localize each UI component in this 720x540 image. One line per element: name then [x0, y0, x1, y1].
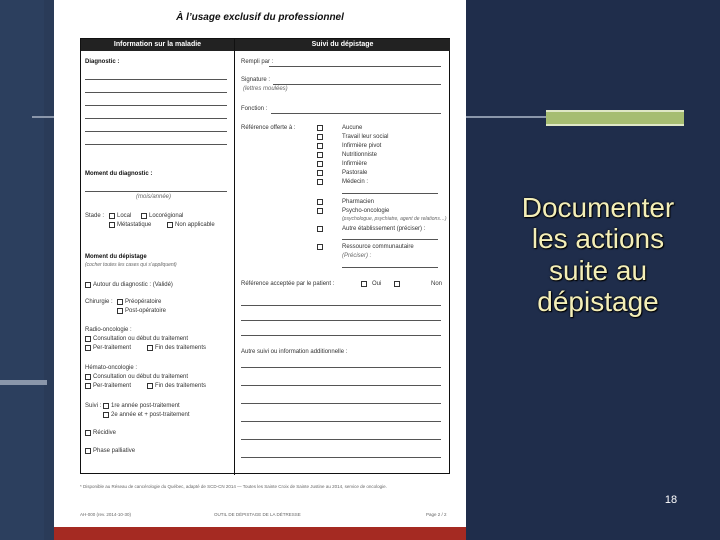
ressource-line	[342, 267, 438, 268]
autre-suivi-line	[241, 457, 441, 458]
hemato-option: Fin des traitements	[155, 383, 207, 389]
remis-par-line	[269, 66, 441, 67]
diagnostic-line	[85, 118, 227, 119]
caption-line: suite au	[548, 254, 648, 286]
moment-diagnostic-line	[85, 191, 227, 192]
divider-line-right	[466, 116, 546, 118]
footer-note: * Disponible au Réseau de cancérologie du Québec, adapté de SCD-CN 2014 — Toutes les Sainte Croix de Sainte Justine au 2014, service de oncologie.	[80, 484, 387, 489]
diagnostic-line	[85, 79, 227, 80]
checkbox[interactable]	[141, 213, 147, 219]
checkbox[interactable]	[317, 208, 323, 214]
stade-option: Local	[117, 213, 132, 219]
caption-line: dépistage	[537, 286, 659, 318]
radio-option: Per-traitement	[93, 345, 132, 351]
diagnostic-label: Diagnostic :	[85, 59, 120, 65]
checkbox[interactable]	[317, 199, 323, 205]
stade-option: Non applicable	[175, 222, 215, 228]
checkbox[interactable]	[85, 374, 91, 380]
checkbox[interactable]	[317, 179, 323, 185]
caption-line: Documenter	[521, 192, 675, 223]
oui-option: Oui	[372, 281, 382, 287]
autre-etab-line	[342, 239, 438, 240]
reference-option: Pharmacien	[342, 199, 375, 205]
stade-option: Locorégional	[149, 213, 184, 219]
form-code: AH-000 (rev. 2014-10-30)	[80, 512, 131, 517]
left-accent-line	[0, 380, 47, 385]
psycho-note: (psychologue, psychiatre, agent de relations…)	[342, 216, 447, 222]
form-name: OUTIL DE DÉPISTAGE DE LA DÉTRESSE	[214, 512, 301, 517]
checkbox[interactable]	[85, 383, 91, 389]
radio-oncologie-label: Radio-oncologie :	[85, 327, 132, 333]
autre-suivi-line	[241, 367, 441, 368]
diagnostic-line	[85, 105, 227, 106]
left-column-header: Information sur la maladie	[81, 39, 234, 51]
reference-line	[241, 320, 441, 321]
suivi-label: Suivi :	[85, 403, 102, 409]
hemato-option: Consultation ou début du traitement	[93, 374, 189, 380]
reference-option: Pastorale	[342, 170, 368, 176]
reference-option: Travail leur social	[342, 134, 389, 140]
reference-option: Médecin :	[342, 179, 369, 185]
reference-offerte-label: Référence offerte à :	[241, 125, 296, 131]
checkbox[interactable]	[85, 336, 91, 342]
reference-option: Autre établissement (préciser) :	[342, 226, 426, 232]
autre-suivi-line	[241, 385, 441, 386]
recidive-option: Récidive	[93, 430, 117, 436]
left-band	[0, 0, 47, 540]
mois-annee-hint: (mois/année)	[136, 194, 172, 200]
palliative-option: Phase palliative	[93, 448, 136, 454]
lettres-hint: (lettres moulées)	[243, 86, 288, 92]
stade-label: Stade :	[85, 213, 105, 219]
remis-par-label: Rempli par :	[241, 59, 274, 65]
reference-option: Aucune	[342, 125, 363, 131]
checkbox[interactable]	[85, 448, 91, 454]
checkbox[interactable]	[317, 170, 323, 176]
right-column-header: Suivi du dépistage	[235, 39, 450, 51]
autre-suivi-line	[241, 403, 441, 404]
checkbox[interactable]	[147, 345, 153, 351]
checkbox[interactable]	[317, 244, 323, 250]
column-divider	[234, 39, 235, 475]
autre-suivi-line	[241, 421, 441, 422]
checkbox[interactable]	[117, 299, 123, 305]
checkbox[interactable]	[85, 430, 91, 436]
reference-option: Nutritionniste	[342, 152, 378, 158]
caption-line: les actions	[531, 223, 665, 255]
moment-depistage-label: Moment du dépistage	[85, 254, 147, 260]
autre-suivi-label: Autre suivi ou information additionnelle :	[241, 349, 348, 355]
reference-option: Infirmière pivot	[342, 143, 382, 149]
fonction-line	[271, 113, 441, 114]
radio-option: Fin des traitements	[155, 345, 207, 351]
chirurgie-label: Chirurgie :	[85, 299, 113, 305]
checkbox[interactable]	[85, 345, 91, 351]
diagnostic-line	[85, 144, 227, 145]
checkbox[interactable]	[317, 125, 323, 131]
form-page: Page 2 / 2	[426, 512, 447, 517]
reference-option: Infirmière	[342, 161, 368, 167]
non-option: Non	[431, 281, 443, 287]
suivi-option: 1re année post-traitement	[111, 403, 180, 409]
moment-diagnostic-label: Moment du diagnostic :	[85, 171, 153, 177]
checkbox[interactable]	[394, 281, 400, 287]
form-title: À l’usage exclusif du professionnel	[176, 12, 344, 23]
hemato-oncologie-label: Hémato-oncologie :	[85, 365, 138, 371]
reference-line	[241, 335, 441, 336]
diagnostic-line	[85, 131, 227, 132]
reference-line	[241, 305, 441, 306]
reference-option: Psycho-oncologie	[342, 208, 390, 214]
accent-green-bar	[546, 110, 684, 126]
checkbox[interactable]	[109, 213, 115, 219]
slide-caption	[500, 192, 696, 317]
autre-suivi-line	[241, 439, 441, 440]
checkbox[interactable]	[361, 281, 367, 287]
autour-diagnostic-option: Autour du diagnostic : (Validé)	[93, 282, 173, 288]
diagnostic-line	[85, 92, 227, 93]
checkbox[interactable]	[317, 143, 323, 149]
medecin-line	[342, 193, 438, 194]
radio-option: Consultation ou début du traitement	[93, 336, 189, 342]
chirurgie-option: Post-opératoire	[125, 308, 167, 314]
checkbox[interactable]	[317, 226, 323, 232]
form-table	[80, 38, 450, 474]
signature-label: Signature :	[241, 77, 271, 83]
moment-depistage-note: (cocher toutes les cases qui s’appliquent)	[85, 262, 177, 268]
checkbox[interactable]	[317, 161, 323, 167]
checkbox[interactable]	[103, 403, 109, 409]
left-band-edge	[44, 0, 54, 540]
signature-line	[273, 84, 441, 85]
checkbox[interactable]	[109, 222, 115, 228]
checkbox[interactable]	[147, 383, 153, 389]
checkbox[interactable]	[317, 134, 323, 140]
slide-number: 18	[664, 494, 678, 506]
preciser-hint: (Préciser) :	[342, 253, 372, 259]
chirurgie-option: Préopératoire	[125, 299, 162, 305]
fonction-label: Fonction :	[241, 106, 268, 112]
checkbox[interactable]	[317, 152, 323, 158]
checkbox[interactable]	[103, 412, 109, 418]
stade-option: Métastatique	[117, 222, 152, 228]
suivi-option: 2e année et + post-traitement	[111, 412, 190, 418]
reference-acceptee-label: Référence acceptée par le patient :	[241, 281, 335, 287]
form-image	[54, 0, 466, 540]
checkbox[interactable]	[167, 222, 173, 228]
checkbox[interactable]	[85, 282, 91, 288]
paper-bottom-strip	[54, 527, 466, 540]
reference-option: Ressource communautaire	[342, 244, 414, 250]
hemato-option: Per-traitement	[93, 383, 132, 389]
checkbox[interactable]	[117, 308, 123, 314]
